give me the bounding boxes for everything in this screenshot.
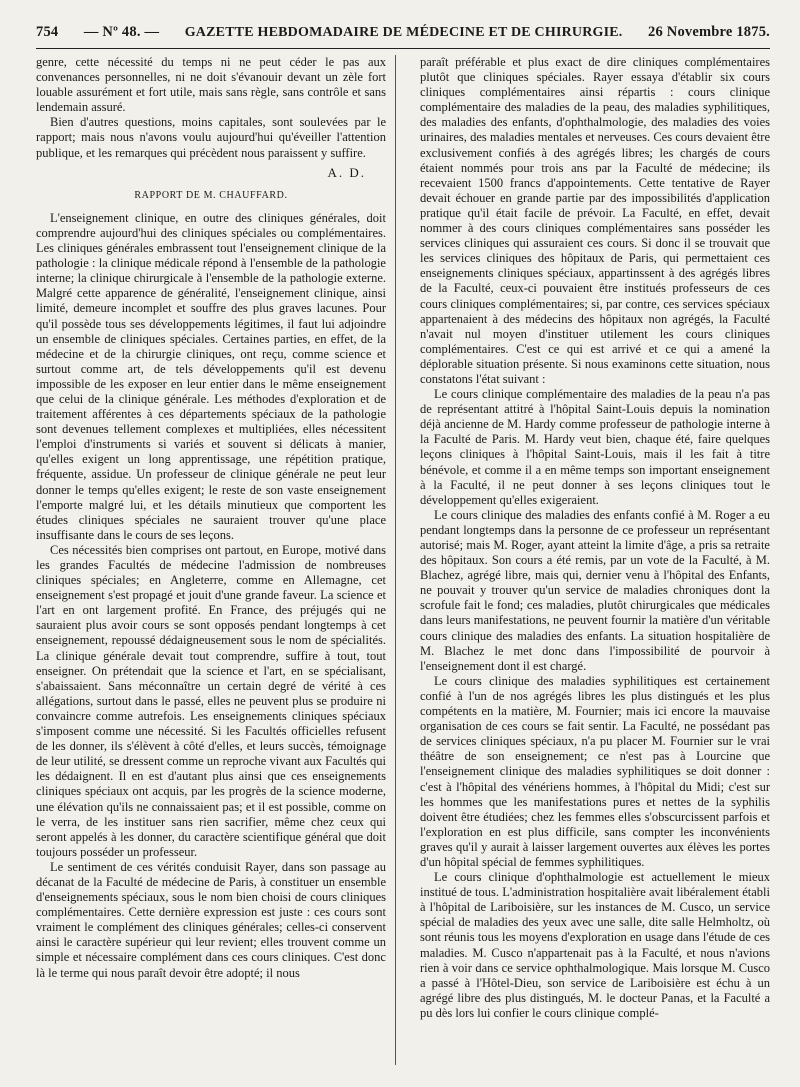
- paragraph: Le sentiment de ces vérités conduisit Rayer, dans son passage au décanat de la Faculté de médecine de Paris, à constituer un ensemble d'enseignements spéciaux, sous le nom bien choisi de cours cliniques complémentaires. Cette dernière expression est juste : ces cours sont vraiment le complément des cliniques générales; celles-ci conservent ainsi le caractère supérieur qui leur revient; elles trouvent comme un simple et nécessaire complément dans ces cours cliniques. C'est donc là le terme qui nous paraît devoir être adopté; il nous: [36, 859, 386, 980]
- paragraph: Bien d'autres questions, moins capitales, sont soulevées par le rapport; mais nous n'avons voulu aujourd'hui qu'éveiller l'attention publique, et les remarques qui précèdent nous paraissent y suffire.: [36, 115, 386, 160]
- issue-number: — Nº 48. —: [83, 24, 160, 40]
- paragraph: genre, cette nécessité du temps ni ne peut céder le pas aux convenances personnelles, ni ne doit s'évanouir devant un zèle fort louable assurément et fort utile, mais sans règle, sans contrôle et sans lendemain assuré.: [36, 55, 386, 115]
- paragraph: Le cours clinique des maladies syphilitiques est certainement confié à l'un de nos agrégés libres les plus distingués et les plus compétents en la matière, M. Fournier; mais ici encore la mauvaise organisation de ces cours se fait sentir. La Faculté, ne possédant pas de services cliniques spéciaux, n'a pu placer M. Fournier sur le vrai théâtre de son enseignement; ce n'est pas à Lourcine que l'enseignement clinique des maladies syphilitiques se doit donner : c'est à l'hôpital des vénériens hommes, à l'hôpital du Midi; c'est sur les hommes que les manifestations pures et nettes de la syphilis doivent être étudiées; chez les femmes elles s'obscurcissent parfois et l'exploration en est plus difficile, sans compter les inconvénients graves qu'il y aurait à laisser largement ouvertes aux élèves les portes d'un hôpital spécial de femmes syphilitiques.: [420, 673, 770, 869]
- right-column: [420, 55, 770, 1065]
- paragraph: Le cours clinique complémentaire des maladies de la peau n'a pas de représentant attitré à l'hôpital Saint-Louis depuis la nomination déjà ancienne de M. Hardy comme professeur de pathologie interne à la Faculté de Paris. M. Hardy veut bien, chaque été, faire quelques leçons cliniques à l'hôpital Saint-Louis, mais il les fait à titre bénévole, et comme il a en même temps son important enseignement à la Faculté, il ne peut donner à ses leçons cliniques tout le développement qu'elles exigeraient.: [420, 387, 770, 507]
- journal-title: GAZETTE HEBDOMADAIRE DE MÉDECINE ET DE CHIRURGIE.: [184, 25, 623, 40]
- paragraph: paraît préférable et plus exact de dire cliniques complémentaires plutôt que cliniques spéciales. Rayer essaya d'établir six cours cliniques complémentaires ainsi répartis : cours clinique complémentaire des maladies de la peau, des maladies syphilitiques, des maladies des enfants, d'ophthalmologie, des maladies des voies urinaires, des maladies mentales et nerveuses. Ces cours devaient être exclusivement confiés à des agrégés libres; les chargés de cours étaient nommés pour trois ans par la Faculté de médecine; ils recevaient 1500 francs d'appointements. Cette tentative de Rayer devait échouer en grande partie par des impossibilités d'application pratique qu'il était facile de prévoir. La Faculté, en effet, devait nommer à des cours cliniques complémentaires sans posséder les services cliniques qui assuraient ces cours. Si donc il se trouvait que les services cliniques des hôpitaux de Paris, qui permettaient ces enseignements cliniques spéciaux, appartinssent à des agrégés libres de la Faculté, ceux-ci pouvaient être institués professeurs de ces cours cliniques complémentaires; si, par contre, ces services spéciaux appartenaient à des médecins des hôpitaux non agrégés, la Faculté n'avait nul moyen d'instituer utilement les cours cliniques complémentaires. C'est ce qui est arrivé et ce qui a amené la déplorable situation présente. Si nous examinons cette situation, nous constatons l'état suivant :: [420, 55, 770, 386]
- signature: A. D.: [327, 164, 366, 180]
- column-divider: [395, 55, 396, 1065]
- paragraph: Le cours clinique des maladies des enfants confié à M. Roger a eu pendant longtemps dans la personne de ce professeur un représentant autorisé; mais M. Roger, ayant atteint la limite d'âge, a pris sa retraite des hôpitaux. Son cours a été remis, par un vote de la Faculté, à M. Blachez, agrégé libre, mais qui, dernier venu à l'hôpital des Enfants, ne pouvait y trouver qu'un service de maladies chroniques dont la scrofule fait le fond; ces maladies, plutôt chirurgicales que médicales dans leurs manifestations, ne peuvent fournir la matière d'un véritable cours clinique des maladies des enfants. La situation hospitalière de M. Blachez le met donc dans l'impossibilité de pourvoir à l'enseignement dont il est chargé.: [420, 507, 770, 673]
- issue-date: 26 Novembre 1875.: [648, 24, 770, 40]
- page-number: 754: [36, 24, 59, 40]
- section-heading: RAPPORT DE M. CHAUFFARD.: [134, 189, 288, 201]
- left-column: [36, 55, 386, 1065]
- page-header: [36, 24, 770, 49]
- paragraph: Ces nécessités bien comprises ont partout, en Europe, motivé dans les grandes Facultés de médecine l'admission de nombreuses cliniques spéciales; en Angleterre, comme en Allemagne, cet enseignement s'est propagé et jouit d'une grande faveur. La science et l'art en ont largement profité. En France, des préjugés qui ne sauraient plus avoir cours se sont opposés pendant longtemps à cet enseignement, repoussé dédaigneusement sous le nom de spécialités. La clinique générale devait tout comprendre, suffire à tout, tout enseigner. On prétendait que la science et l'art, en se spécialisant, s'abaissaient. Sans méconnaître un certain degré de vérité à ces allégations, surtout dans le passé, elles ne peuvent plus se produire ni convaincre comme autrefois. Les enseignements cliniques spéciaux s'imposent comme une nécessité. Si les Facultés officielles refusent de les donner, ils s'élèvent à côté d'elles, et leurs succès, témoignage de leur utilité, se dressent comme un reproche vivant aux Facultés qui les dédaignent. Il en est d'autant plus ainsi que ces enseignements cliniques spéciaux ont acquis, par les progrès de la science moderne, une élévation qu'ils ne connaissaient pas; et il est possible, comme on le verra, de les instituer sans rien sacrifier, même chez ceux qui seront appelés à les donner, du caractère scientifique général que doit toujours posséder un professeur.: [36, 542, 386, 859]
- two-column-body: [36, 55, 770, 1065]
- paragraph: L'enseignement clinique, en outre des cliniques générales, doit comprendre aujourd'hui des cliniques spéciales ou complémentaires. Les cliniques générales embrassent tout l'enseignement clinique de la pathologie : la clinique médicale répond à l'ensemble de la pathologie interne; la clinique chirurgicale à l'ensemble de la pathologie externe. Malgré cette apparence de généralité, l'enseignement clinique, ainsi limité, demeure incomplet et souffre des plus graves lacunes. Pour qu'il possède tous ses développements légitimes, il faut lui adjoindre un ensemble de cliniques spéciales. Certaines parties, en effet, de la médecine et de la chirurgie cliniques, ont reçu, comme science et surtout comme art, de tels développements qu'il est devenu impossible de les exposer en leur entier dans le même enseignement que celui de la clinique générale. Les méthodes d'exploration et de traitement afférentes à ces départements spéciaux de la pathologie sont devenues tellement complexes et multipliées, elles nécessitent l'emploi d'instruments si variés et souvent si délicats à manier, qu'elles exigent un long apprentissage, une répétition pratique, fréquente, assidue. Un professeur de clinique générale ne peut leur donner le temps qu'elles exigent; le reste de son vaste enseignement l'emporte malgré lui, et les détails minutieux que comportent les études cliniques spéciales ne sauraient trouver qu'une place insuffisante dans le cours de ses leçons.: [36, 210, 386, 542]
- paragraph: Le cours clinique d'ophthalmologie est actuellement le mieux institué de tous. L'administration hospitalière avait libéralement établi à l'hôpital de Lariboisière, sur les instances de M. Cusco, un service spécial de maladies des yeux avec une salle, dite salle Helmholtz, où sont réunis tous les moyens d'exploration en usage dans l'étude de ces maladies. M. Cusco n'appartenait pas à la Faculté, et nous n'avions rien à voir dans ce service ophthalmologique. Mais lorsque M. Cusco a passé à l'Hôtel-Dieu, son service de Lariboisière est échu à un agrégé libre des plus distingués, M. le docteur Panas, et la Faculté a pu dès lors lui confier le cours clinique complé-: [420, 870, 770, 1020]
